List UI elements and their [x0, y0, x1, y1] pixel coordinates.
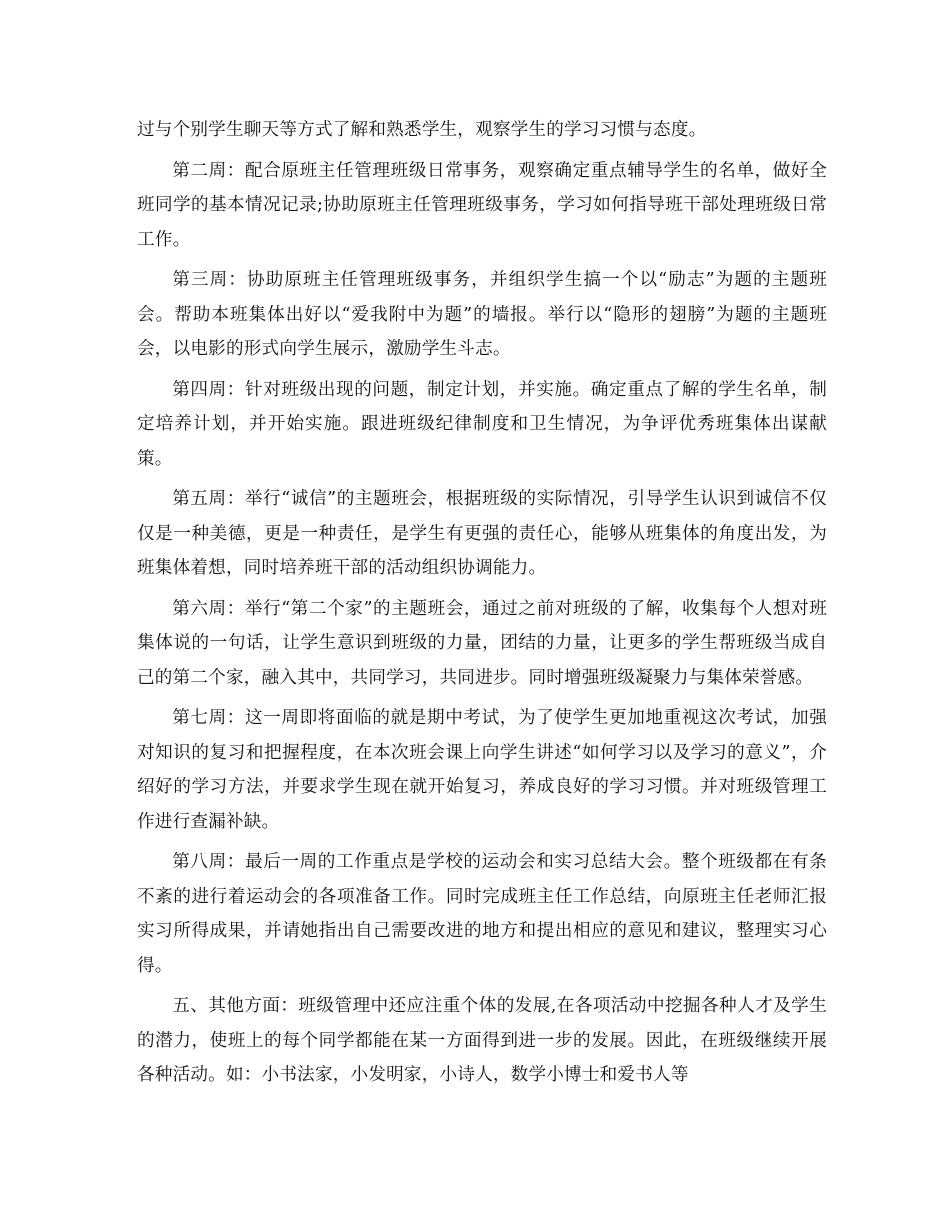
paragraph-week-8: 第八周：最后一周的工作重点是学校的运动会和实习总结大会。整个班级都在有条不紊的进行着运动会的各项准备工作。同时完成班主任工作总结，向原班主任老师汇报实习所得成果，并请她指出自己需要改进的地方和提出相应的意见和建议，整理实习心得。: [137, 852, 827, 976]
paragraph-week-6: 第六周：举行“第二个家”的主题班会，通过之前对班级的了解，收集每个人想对班集体说的一句话，让学生意识到班级的力量，团结的力量，让更多的学生帮班级当成自己的第二个家，融入其中，共同学习，共同进步。同时增强班级凝聚力与集体荣誉感。: [137, 598, 827, 688]
paragraph-week-5: 第五周：举行“诚信”的主题班会，根据班级的实际情况，引导学生认识到诚信不仅仅是一种美德，更是一种责任，是学生有更强的责任心，能够从班集体的角度出发，为班集体着想，同时培养班干部的活动组织协调能力。: [137, 489, 827, 578]
paragraph-week-2: 第二周：配合原班主任管理班级日常事务，观察确定重点辅导学生的名单，做好全班同学的基本情况记录;协助原班主任管理班级事务，学习如何指导班干部处理班级日常工作。: [137, 160, 827, 250]
paragraph-week-7: 第七周：这一周即将面临的就是期中考试，为了使学生更加地重视这次考试，加强对知识的复习和把握程度，在本次班会课上向学生讲述“如何学习以及学习的意义”，介绍好的学习方法，并要求学生现在就开始复习，养成良好的学习习惯。并对班级管理工作进行查漏补缺。: [137, 708, 827, 832]
paragraph-1: 过与个别学生聊天等方式了解和熟悉学生，观察学生的学习习惯与态度。: [137, 120, 707, 140]
paragraph-week-3: 第三周：协助原班主任管理班级事务，并组织学生搞一个以“励志”为题的主题班会。帮助本班集体出好以“爱我附中为题”的墙报。举行以“隐形的翅膀”为题的主题班会，以电影的形式向学生展示，激励学生斗志。: [137, 270, 827, 359]
paragraph-section-5-other: 五、其他方面：班级管理中还应注重个体的发展,在各项活动中挖掘各种人才及学生的潜力，使班上的每个同学都能在某一方面得到进一步的发展。因此，在班级继续开展各种活动。如：小书法家，小发明家，小诗人，数学小博士和爱书人等: [137, 996, 827, 1085]
document-page: [137, 113, 827, 1099]
paragraph-week-4: 第四周：针对班级出现的问题，制定计划，并实施。确定重点了解的学生名单，制定培养计划，并开始实施。跟进班级纪律制度和卫生情况，为争评优秀班集体出谋献策。: [137, 379, 827, 469]
